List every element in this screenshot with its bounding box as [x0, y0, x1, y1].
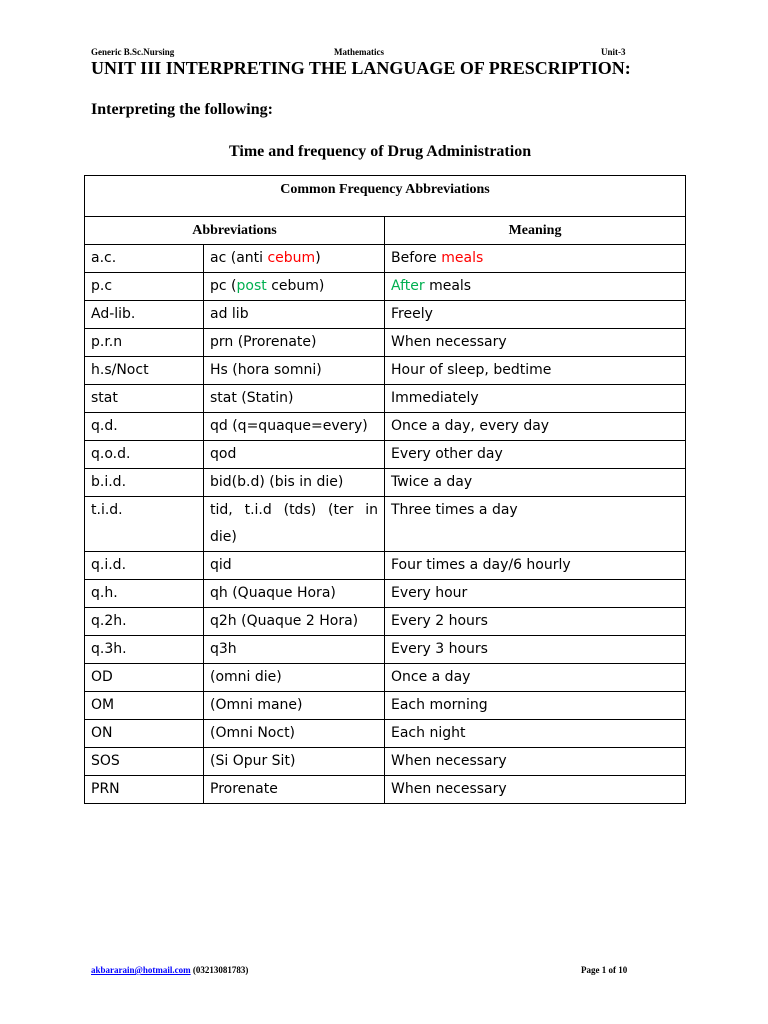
- meaning-header: Meaning: [385, 217, 686, 245]
- meaning-text: Once a day: [391, 669, 471, 685]
- abbreviation-cell: q.d.: [85, 413, 204, 441]
- expansion-text: tid, t.i.d (tds) (ter in die): [210, 502, 378, 545]
- abbreviation-cell: q.3h.: [85, 636, 204, 664]
- meaning-text: Four times a day/6 hourly: [391, 557, 571, 573]
- expansion-cell: [204, 469, 385, 497]
- meaning-cell: [385, 580, 686, 608]
- expansion-text: qod: [210, 446, 237, 462]
- meaning-cell: [385, 469, 686, 497]
- abbreviation-cell: q.h.: [85, 580, 204, 608]
- abbreviation-cell: q.i.d.: [85, 552, 204, 580]
- expansion-cell: [204, 720, 385, 748]
- meaning-text: meals: [424, 278, 472, 294]
- table-caption-heading: Time and frequency of Drug Administration: [229, 143, 532, 160]
- table-row: [85, 273, 686, 301]
- table-row: [85, 245, 686, 273]
- meaning-text: Twice a day: [391, 474, 473, 490]
- abbreviation-cell: h.s/Noct: [85, 357, 204, 385]
- expansion-cell: [204, 748, 385, 776]
- abbreviation-cell: ON: [85, 720, 204, 748]
- abbreviation-cell: PRN: [85, 776, 204, 804]
- expansion-text: q2h (Quaque 2 Hora): [210, 613, 359, 629]
- expansion-text: q3h: [210, 641, 237, 657]
- expansion-text: cebum): [266, 278, 325, 294]
- meaning-text: Hour of sleep, bedtime: [391, 362, 552, 378]
- meaning-text: Every 2 hours: [391, 613, 488, 629]
- expansion-text: (Omni Noct): [210, 725, 296, 741]
- meaning-cell: [385, 636, 686, 664]
- expansion-text: post: [236, 278, 267, 294]
- abbreviation-cell: SOS: [85, 748, 204, 776]
- page-title: UNIT III INTERPRETING THE LANGUAGE OF PRESCRIPTION:: [91, 58, 631, 78]
- expansion-cell: [204, 552, 385, 580]
- meaning-cell: [385, 552, 686, 580]
- meaning-text: After: [391, 278, 425, 294]
- expansion-cell: [204, 357, 385, 385]
- meaning-cell: [385, 245, 686, 273]
- expansion-cell: [204, 301, 385, 329]
- meaning-cell: [385, 441, 686, 469]
- expansion-text: Hs (hora somni): [210, 362, 322, 378]
- meaning-text: Each morning: [391, 697, 488, 713]
- expansion-text: qh (Quaque Hora): [210, 585, 336, 601]
- email-link[interactable]: akbararain@hotmail.com: [91, 965, 191, 975]
- meaning-text: When necessary: [391, 781, 507, 797]
- meaning-cell: [385, 385, 686, 413]
- abbreviation-cell: q.o.d.: [85, 441, 204, 469]
- page-number: Page 1 of 10: [581, 965, 628, 975]
- expansion-text: ac (anti: [210, 250, 268, 266]
- table-row: [85, 497, 686, 552]
- abbreviation-cell: OM: [85, 692, 204, 720]
- expansion-cell: [204, 776, 385, 804]
- meaning-cell: [385, 273, 686, 301]
- expansion-cell: [204, 692, 385, 720]
- meaning-cell: [385, 664, 686, 692]
- table-row: [85, 664, 686, 692]
- table-row: [85, 580, 686, 608]
- expansion-text: pc (: [210, 278, 237, 294]
- expansion-text: (Omni mane): [210, 697, 303, 713]
- meaning-text: When necessary: [391, 753, 507, 769]
- footer-contact: [91, 965, 248, 975]
- meaning-text: Each night: [391, 725, 466, 741]
- abbreviation-cell: q.2h.: [85, 608, 204, 636]
- header-left: Generic B.Sc.Nursing: [91, 47, 175, 57]
- expansion-cell: [204, 580, 385, 608]
- expansion-text: Prorenate: [210, 781, 278, 797]
- abbreviation-cell: OD: [85, 664, 204, 692]
- meaning-text: Immediately: [391, 390, 479, 406]
- meaning-text: Every 3 hours: [391, 641, 488, 657]
- meaning-cell: [385, 692, 686, 720]
- meaning-text: Every other day: [391, 446, 503, 462]
- meaning-cell: [385, 776, 686, 804]
- meaning-cell: [385, 497, 686, 552]
- table-row: [85, 329, 686, 357]
- header-right: Unit-3: [601, 47, 626, 57]
- expansion-text: (omni die): [210, 669, 282, 685]
- table-row: [85, 776, 686, 804]
- table-row: [85, 441, 686, 469]
- abbreviation-cell: p.c: [85, 273, 204, 301]
- table-row: [85, 608, 686, 636]
- meaning-cell: [385, 748, 686, 776]
- table-row: [85, 748, 686, 776]
- expansion-cell: [204, 273, 385, 301]
- table-row: [85, 301, 686, 329]
- meaning-text: Once a day, every day: [391, 418, 550, 434]
- abbreviation-cell: t.i.d.: [85, 497, 204, 552]
- expansion-cell: [204, 441, 385, 469]
- meaning-text: Freely: [391, 306, 433, 322]
- table-caption-row: [85, 176, 686, 217]
- expansion-text: cebum: [267, 250, 316, 266]
- abbreviation-cell: b.i.d.: [85, 469, 204, 497]
- expansion-cell: [204, 608, 385, 636]
- meaning-text: meals: [441, 250, 484, 266]
- table-row: [85, 469, 686, 497]
- meaning-text: Every hour: [391, 585, 468, 601]
- abbreviation-cell: a.c.: [85, 245, 204, 273]
- expansion-cell: [204, 413, 385, 441]
- meaning-cell: [385, 301, 686, 329]
- expansion-text: qid: [210, 557, 232, 573]
- table-header-row: [85, 217, 686, 245]
- table-row: [85, 720, 686, 748]
- table-row: [85, 357, 686, 385]
- expansion-cell: [204, 497, 385, 552]
- section-subtitle: Interpreting the following:: [91, 101, 273, 118]
- abbreviations-header: Abbreviations: [85, 217, 385, 245]
- meaning-cell: [385, 357, 686, 385]
- frequency-abbreviations-table: [84, 175, 686, 804]
- meaning-cell: [385, 413, 686, 441]
- table-row: [85, 385, 686, 413]
- meaning-cell: [385, 329, 686, 357]
- expansion-cell: [204, 636, 385, 664]
- abbreviation-cell: stat: [85, 385, 204, 413]
- meaning-cell: [385, 720, 686, 748]
- expansion-cell: [204, 329, 385, 357]
- table-row: [85, 552, 686, 580]
- header-center: Mathematics: [334, 47, 384, 57]
- expansion-text: stat (Statin): [210, 390, 294, 406]
- table-caption: Common Frequency Abbreviations: [85, 176, 686, 217]
- expansion-cell: [204, 245, 385, 273]
- meaning-text: Before: [391, 250, 442, 266]
- abbreviation-cell: p.r.n: [85, 329, 204, 357]
- expansion-text: bid(b.d) (bis in die): [210, 474, 344, 490]
- expansion-text: ): [315, 250, 321, 266]
- expansion-text: qd (q=quaque=every): [210, 418, 368, 434]
- table-row: [85, 413, 686, 441]
- expansion-text: prn (Prorenate): [210, 334, 317, 350]
- abbreviation-cell: Ad-lib.: [85, 301, 204, 329]
- expansion-cell: [204, 385, 385, 413]
- footer-phone: (03213081783): [190, 965, 249, 975]
- expansion-text: (Si Opur Sit): [210, 753, 296, 769]
- expansion-cell: [204, 664, 385, 692]
- table-row: [85, 636, 686, 664]
- meaning-cell: [385, 608, 686, 636]
- table-row: [85, 692, 686, 720]
- expansion-text: ad lib: [210, 306, 249, 322]
- meaning-text: When necessary: [391, 334, 507, 350]
- meaning-text: Three times a day: [391, 502, 518, 518]
